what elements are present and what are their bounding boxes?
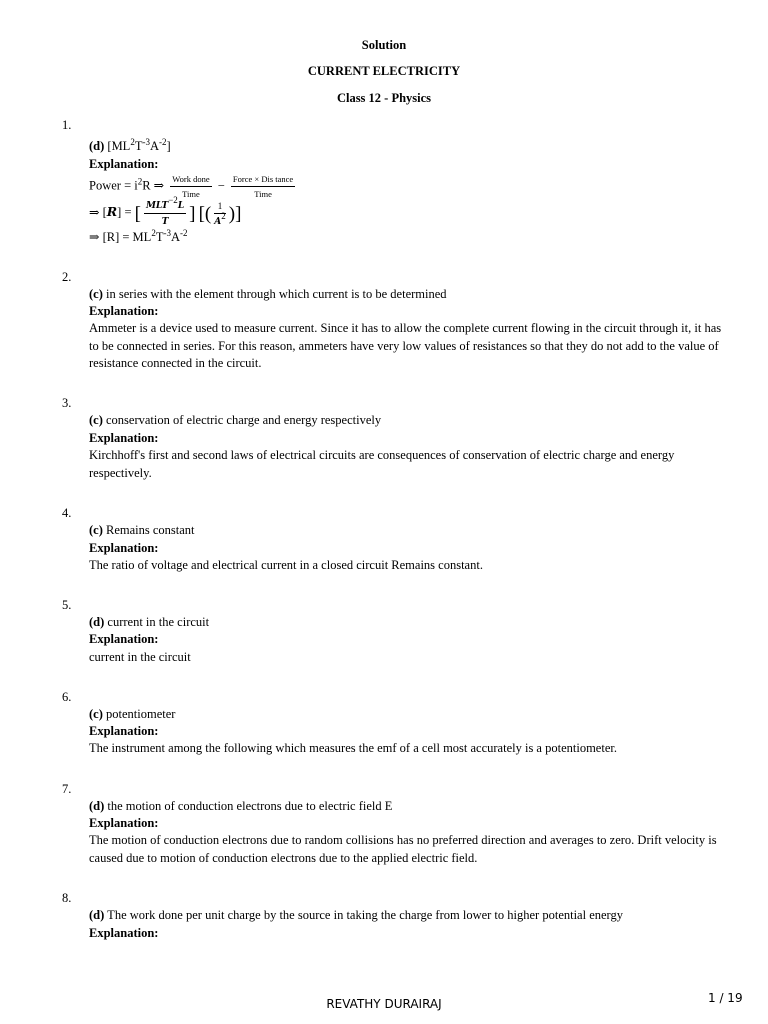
- explanation-text: The motion of conduction electrons due to random collisions has no preferred direction and averages to zero. Drift velocity is caused due to motion of conduction electrons due to the applied electric field.: [89, 833, 717, 865]
- answer-option: (d): [89, 908, 105, 922]
- explanation-label: Explanation:: [89, 157, 159, 171]
- answer-line: [89, 287, 447, 302]
- answer-line: [89, 908, 623, 923]
- fraction-force-distance-time: $\frac{\text{Force × Dis tance}}{\text{Time}}$: [232, 174, 294, 199]
- fraction-mlt: $\frac{MLT^{-2}L}{T}$: [145, 195, 185, 227]
- answer-option: (d): [89, 799, 105, 813]
- question-number: 2.: [62, 270, 72, 284]
- answer-option: (d): [89, 615, 105, 629]
- explanation-text: Ammeter is a device used to measure current. Since it has to allow the complete current flowing in the circuit through it, it has to be connected in series. For this reason, ammeters have very low values of resistances so that they do not add to the value of resistance connected in the circuit.: [89, 321, 722, 371]
- dimension-equation: ⇒ [R] = [ $\frac{MLT^{-2}L}{T}$ ] [( $\frac{1}{A^2}$ )]: [89, 195, 242, 227]
- answer-line: [89, 523, 195, 538]
- answer-option: (c): [89, 287, 103, 301]
- answer-text: current in the circuit: [104, 615, 210, 629]
- answer-option: (c): [89, 413, 103, 427]
- chapter-title: CURRENT ELECTRICITY: [307, 64, 461, 78]
- question-number: 7.: [62, 782, 72, 796]
- answer-text: conservation of electric charge and energy respectively: [102, 413, 382, 427]
- explanation-text: Kirchhoff's first and second laws of electrical circuits are consequences of conservation of electric charge and energy respectively.: [89, 448, 675, 480]
- question-number: 4.: [62, 506, 72, 520]
- answer-text: Remains constant: [102, 523, 195, 537]
- explanation-label: Explanation:: [89, 431, 159, 445]
- page-number: 1 / 19: [708, 991, 743, 1005]
- answer-text: $[ML^2T^{-3}A^{-2}]$: [107, 137, 171, 153]
- explanation-label: Explanation:: [89, 816, 159, 830]
- final-dimension: ⇒ $[R] = ML^2T^{-3}A^{-2}$: [89, 228, 188, 244]
- explanation-label: Explanation:: [89, 724, 159, 738]
- class-subtitle: Class 12 - Physics: [336, 91, 432, 105]
- question-number: 5.: [62, 598, 72, 612]
- answer-option: (c): [89, 523, 103, 537]
- power-equation: Power = $i^2R$ ⇒ $\frac{\text{Work done}}{\text{Time}}$ − $\frac{\text{Force × Dis tance}}{\text{Time}}$: [89, 174, 294, 199]
- question-number: 1.: [62, 118, 72, 132]
- explanation-label: Explanation:: [89, 304, 159, 318]
- r-bracket: [R] =: [102, 204, 132, 220]
- explanation-text: The instrument among the following which measures the emf of a cell most accurately is a potentiometer.: [89, 741, 617, 755]
- answer-line: [89, 799, 392, 814]
- answer-line: [89, 413, 381, 428]
- answer-text: The work done per unit charge by the source in taking the charge from lower to higher potential energy: [104, 908, 623, 922]
- explanation-label: Explanation:: [89, 541, 159, 555]
- question-number: 6.: [62, 690, 72, 704]
- explanation-label: Explanation:: [89, 632, 159, 646]
- answer-line: [89, 615, 209, 630]
- explanation-label: Explanation:: [89, 926, 159, 940]
- fraction-one-over-a2: $\frac{1}{A^2}$: [214, 200, 226, 227]
- explanation-text: The ratio of voltage and electrical current in a closed circuit Remains constant.: [89, 558, 483, 572]
- author-name: REVATHY DURAIRAJ: [326, 997, 442, 1011]
- answer-text: potentiometer: [102, 707, 176, 721]
- document-title: Solution: [361, 38, 407, 52]
- answer-line: [89, 139, 171, 154]
- fraction-work-time: $\frac{\text{Work done}}{\text{Time}}$: [172, 174, 210, 199]
- answer-option: (c): [89, 707, 103, 721]
- answer-text: the motion of conduction electrons due to electric field E: [104, 799, 393, 813]
- answer-text: in series with the element through which current is to be determined: [102, 287, 447, 301]
- question-number: 8.: [62, 891, 72, 905]
- answer-line: [89, 707, 175, 722]
- explanation-text: current in the circuit: [89, 650, 191, 664]
- question-number: 3.: [62, 396, 72, 410]
- answer-option: (d): [89, 139, 105, 153]
